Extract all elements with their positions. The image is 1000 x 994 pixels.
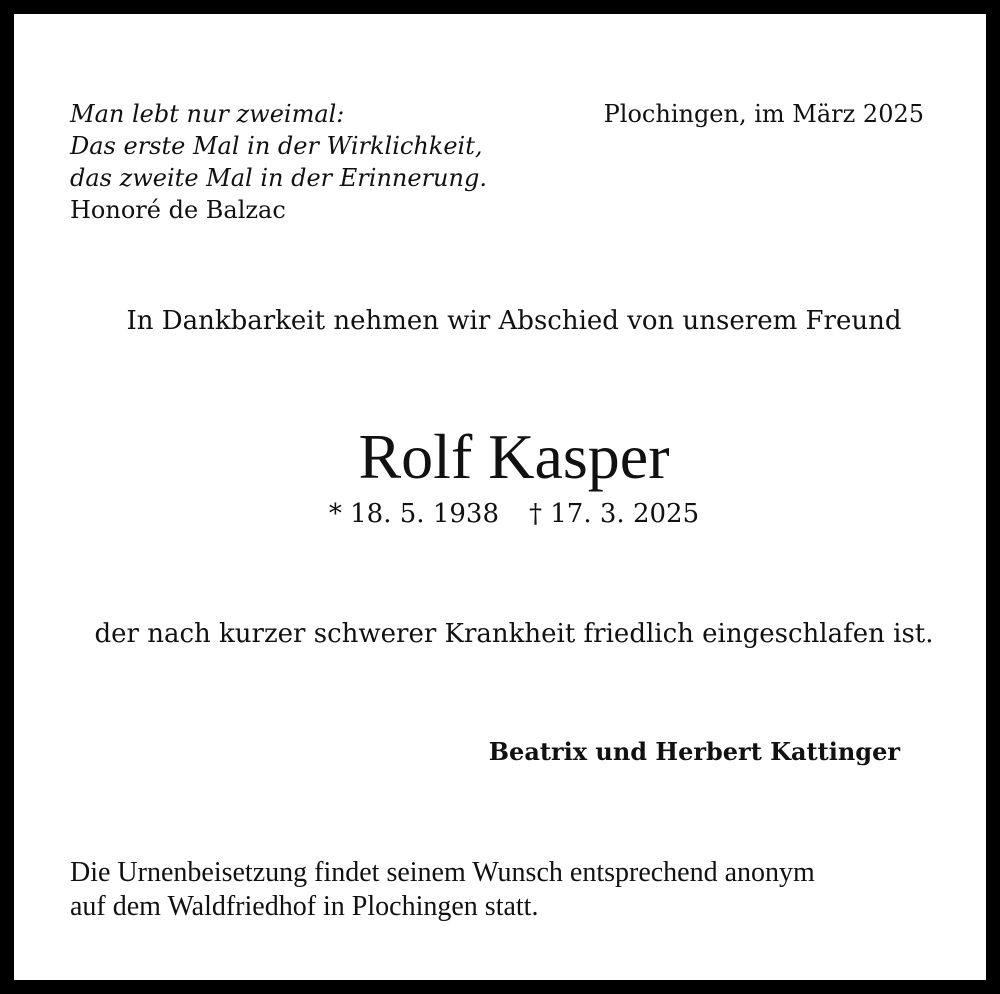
passing-text: der nach kurzer schwerer Krankheit friedlich eingeschlafen ist. <box>94 619 934 649</box>
intro-text: In Dankbarkeit nehmen wir Abschied von unserem Freund <box>126 306 902 336</box>
mourners-signature: Beatrix und Herbert Kattinger <box>488 737 900 766</box>
birth-date: * 18. 5. 1938 <box>328 499 499 529</box>
life-dates <box>14 497 1000 531</box>
quote-line: das zweite Mal in der Erinnerung. <box>70 164 487 192</box>
deceased-name: Rolf Kasper <box>358 421 670 492</box>
place-date: Plochingen, im März 2025 <box>603 100 924 128</box>
burial-notice <box>70 856 815 924</box>
quote-author: Honoré de Balzac <box>70 196 286 224</box>
quote-line: Man lebt nur zweimal: <box>70 100 345 128</box>
burial-line: Die Urnenbeisetzung findet seinem Wunsch entsprechend anonym <box>70 857 815 888</box>
death-date: † 17. 3. 2025 <box>529 499 700 529</box>
quote-line: Das erste Mal in der Wirklichkeit, <box>70 132 483 160</box>
burial-line: auf dem Waldfriedhof in Plochingen statt. <box>70 891 539 922</box>
quote-block <box>70 98 487 226</box>
